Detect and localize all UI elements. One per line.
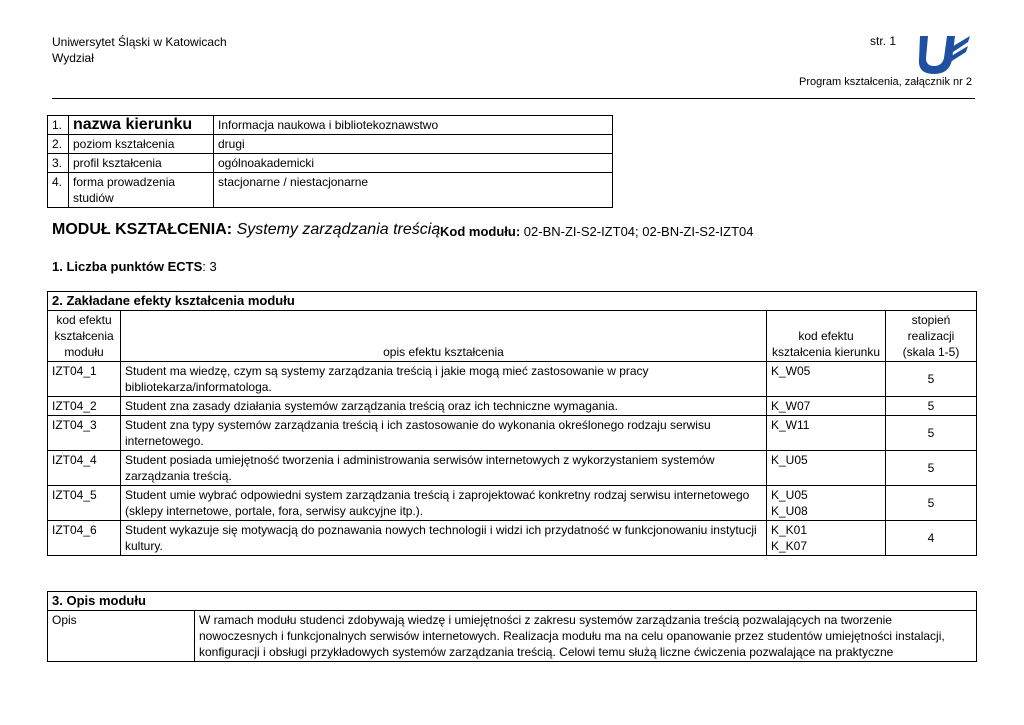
table-title-row xyxy=(48,292,977,311)
info-label: forma prowadzenia studiów xyxy=(69,173,214,208)
column-header: kod efektu kształcenia modułu xyxy=(48,311,121,362)
description-text: W ramach modułu studenci zdobywają wiedzę i umiejętności z zakresu systemów zarządzania treścią pozwalających na tworzenie nowoczesnych i funkcjonalnych serwisów internetowych. Realizacja modułu ma na celu opanowanie przez studentów umiejętności instalacji, konfiguracji i obsługi przykładowych systemów zarządzania treścią. Celowi temu służą liczne ćwiczenia pozwalające na praktyczne xyxy=(195,611,977,662)
university-logo-icon xyxy=(914,32,972,76)
direction-code: K_K01 K_K07 xyxy=(767,521,886,556)
direction-code: K_U05 xyxy=(767,451,886,486)
outcome-code: IZT04_1 xyxy=(48,362,121,397)
info-label: nazwa kierunku xyxy=(69,116,214,135)
info-row xyxy=(48,135,613,154)
column-header: kod efektu kształcenia kierunku xyxy=(767,311,886,362)
module-title-value: Systemy zarządzania treścią xyxy=(236,221,441,238)
info-num: 1. xyxy=(48,116,69,135)
program-annex: Program kształcenia, załącznik nr 2 xyxy=(798,76,972,88)
description-label: Opis xyxy=(48,611,195,662)
direction-code: K_W07 xyxy=(767,397,886,416)
table-row xyxy=(48,362,977,397)
realization-level: 5 xyxy=(886,451,977,486)
module-title-label: MODUŁ KSZTAŁCENIA: xyxy=(52,221,233,238)
info-num: 3. xyxy=(48,154,69,173)
table-header-row xyxy=(48,311,977,362)
info-row xyxy=(48,173,613,208)
ects-value: : 3 xyxy=(202,259,217,274)
page-number: str. 1 xyxy=(870,34,897,48)
module-title xyxy=(52,221,440,239)
info-row xyxy=(48,154,613,173)
faculty-name: Wydział xyxy=(52,51,94,65)
table-row xyxy=(48,521,977,556)
direction-code: K_U05 K_U08 xyxy=(767,486,886,521)
info-value: ogólnoakademicki xyxy=(214,154,613,173)
info-label: poziom kształcenia xyxy=(69,135,214,154)
realization-level: 5 xyxy=(886,397,977,416)
outcome-code: IZT04_5 xyxy=(48,486,121,521)
module-code-label: Kod modułu: xyxy=(440,224,521,239)
info-label: profil kształcenia xyxy=(69,154,214,173)
info-num: 4. xyxy=(48,173,69,208)
outcome-description: Student wykazuje się motywacją do poznawania nowych technologii i widzi ich przydatność w funkcjonowaniu instytucji kultury. xyxy=(121,521,767,556)
info-value: Informacja naukowa i bibliotekoznawstwo xyxy=(214,116,613,135)
outcome-code: IZT04_3 xyxy=(48,416,121,451)
outcomes-title: 2. Zakładane efekty kształcenia modułu xyxy=(48,292,977,311)
outcome-code: IZT04_6 xyxy=(48,521,121,556)
learning-outcomes-table xyxy=(47,291,977,556)
info-row xyxy=(48,116,613,135)
table-row xyxy=(48,451,977,486)
document-header xyxy=(52,34,227,66)
info-value: stacjonarne / niestacjonarne xyxy=(214,173,613,208)
table-title-row xyxy=(48,592,977,611)
program-info-table xyxy=(47,115,613,208)
column-header: stopień realizacji (skala 1-5) xyxy=(886,311,977,362)
outcome-description: Student posiada umiejętność tworzenia i administrowania serwisów internetowych z wykorzystaniem systemów zarządzania treścią. xyxy=(121,451,767,486)
outcome-code: IZT04_2 xyxy=(48,397,121,416)
outcome-description: Student zna zasady działania systemów zarządzania treścią oraz ich techniczne wymagania. xyxy=(121,397,767,416)
header-divider xyxy=(52,98,975,99)
info-value: drugi xyxy=(214,135,613,154)
ects-label: 1. Liczba punktów ECTS xyxy=(52,259,203,274)
university-name: Uniwersytet Śląski w Katowicach xyxy=(52,35,227,49)
info-num: 2. xyxy=(48,135,69,154)
outcome-code: IZT04_4 xyxy=(48,451,121,486)
realization-level: 4 xyxy=(886,521,977,556)
column-header: opis efektu kształcenia xyxy=(121,311,767,362)
direction-code: K_W11 xyxy=(767,416,886,451)
realization-level: 5 xyxy=(886,416,977,451)
module-code-value: 02-BN-ZI-S2-IZT04; 02-BN-ZI-S2-IZT04 xyxy=(523,224,754,239)
realization-level: 5 xyxy=(886,362,977,397)
description-title: 3. Opis modułu xyxy=(48,592,977,611)
direction-code: K_W05 xyxy=(767,362,886,397)
ects-points xyxy=(52,259,217,274)
module-description-table xyxy=(47,591,977,662)
table-row xyxy=(48,486,977,521)
table-row xyxy=(48,397,977,416)
module-code xyxy=(440,224,754,239)
table-row xyxy=(48,611,977,662)
outcome-description: Student ma wiedzę, czym są systemy zarządzania treścią i jakie mogą mieć zastosowanie w pracy bibliotekarza/informatologa. xyxy=(121,362,767,397)
table-row xyxy=(48,416,977,451)
realization-level: 5 xyxy=(886,486,977,521)
outcome-description: Student umie wybrać odpowiedni system zarządzania treścią i zaprojektować konkretny rodzaj serwisu internetowego (sklepy internetowe, portale, fora, serwisy aukcyjne itp.). xyxy=(121,486,767,521)
outcome-description: Student zna typy systemów zarządzania treścią i ich zastosowanie do wykonania określonego rodzaju serwisu internetowego. xyxy=(121,416,767,451)
